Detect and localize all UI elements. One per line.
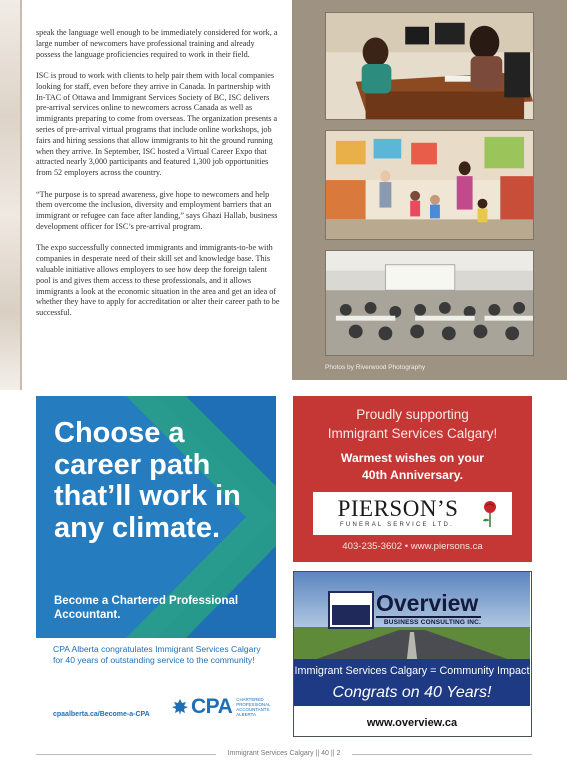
overview-logo-subtitle: BUSINESS CONSULTING INC. bbox=[383, 619, 481, 626]
cpa-subhead: Become a Chartered Professional Accountant. bbox=[54, 595, 239, 621]
overview-logo bbox=[328, 591, 481, 629]
article-paragraph-2: ISC is proud to work with clients to help pair them with local companies looking for staff, even before they arrive in Canada. In partnership with In-TAC of Ottawa and Immigrant Services Society of BC, ISC delivers pre-arrival services online to newcomers across Canada as well as immigrants preparing to come from overseas. The organization presents a series of pre-arrival virtual programs that include online workshops, job fairs and hiring sessions that allow immigrants to hit the ground running when they arrive. In September, ISC hosted a Virtual Career Expo that attracted nearly 3,000 participants and featured 1,300 job opportunities from 52 employers across the country. bbox=[36, 70, 278, 178]
cpa-logo bbox=[171, 695, 276, 719]
piersons-logo-panel bbox=[313, 492, 512, 535]
overview-logo-box-icon bbox=[328, 591, 374, 629]
cpa-logo-text: CPA bbox=[191, 695, 233, 718]
cpa-headline: Choose a career path that’ll work in any climate. bbox=[54, 417, 241, 544]
photo-panel bbox=[292, 0, 567, 380]
rose-icon bbox=[480, 500, 500, 528]
photo-credit: Photos by Riverwood Photography bbox=[325, 364, 426, 371]
cpa-url[interactable]: cpaalberta.ca/Become-a-CPA bbox=[53, 711, 150, 718]
classroom-photo bbox=[325, 130, 534, 240]
overview-logo-name: Overview bbox=[376, 590, 479, 616]
cpa-maple-leaf-icon bbox=[171, 698, 189, 716]
cpa-logo-subtext: CHARTERED PROFESSIONAL ACCOUNTANTS ALBERTA bbox=[236, 697, 271, 717]
piersons-logo-name: PIERSON’S bbox=[337, 496, 459, 521]
left-decorative-border bbox=[0, 0, 22, 390]
office-photo bbox=[325, 12, 534, 120]
piersons-contact[interactable]: 403-235-3602 • www.piersons.ca bbox=[342, 541, 483, 552]
overview-tagline: Immigrant Services Calgary = Community Impact bbox=[294, 665, 530, 677]
piersons-line-1: Proudly supporting bbox=[356, 407, 469, 422]
piersons-logo-subtitle: FUNERAL SERVICE LTD. bbox=[340, 522, 454, 528]
cpa-congrats-text: CPA Alberta congratulates Immigrant Services Calgary for 40 years of outstanding service to the community! bbox=[53, 644, 261, 665]
article-paragraph-1: speak the language well enough to be immediately considered for work, a large number of newcomers have professional training and already possess the language proficiencies required to work in their field. bbox=[36, 28, 278, 59]
overview-congrats: Congrats on 40 Years! bbox=[332, 684, 492, 701]
seminar-photo bbox=[325, 250, 534, 356]
piersons-line-4: 40th Anniversary. bbox=[362, 468, 463, 482]
cpa-footer-panel bbox=[36, 638, 276, 727]
piersons-line-3: Warmest wishes on your bbox=[340, 451, 485, 465]
cpa-alberta-ad[interactable] bbox=[36, 396, 276, 727]
overview-ad[interactable] bbox=[293, 571, 532, 737]
article-body bbox=[36, 28, 280, 330]
article-paragraph-3: “The purpose is to spread awareness, give hope to newcomers and help them overcome the inclusion, diversity and employment barriers that an immigrant or refugee can face after landing,” says Ghazi Hallab, business development officer for ISC’s pre-arrival program. bbox=[36, 189, 278, 231]
article-paragraph-4: The expo successfully connected immigrants and immigrants-to-be with companies in desperate need of their skill set and knowledge base. This valuable initiative allows employers to see how deep the foreign talent pool is and gives them access to these professionals, and it allows immigrants a look at the economic situation in the area and get an idea of whether they have to apply for accreditation or alter their career path to be successful. bbox=[36, 243, 280, 318]
footer-divider-right bbox=[352, 754, 532, 755]
footer-divider-left bbox=[36, 754, 216, 755]
piersons-line-2: Immigrant Services Calgary! bbox=[327, 426, 498, 441]
page-footer: Immigrant Services Calgary || 40 || 2 bbox=[227, 750, 341, 757]
piersons-ad[interactable] bbox=[293, 396, 532, 562]
overview-url[interactable]: www.overview.ca bbox=[366, 717, 458, 729]
